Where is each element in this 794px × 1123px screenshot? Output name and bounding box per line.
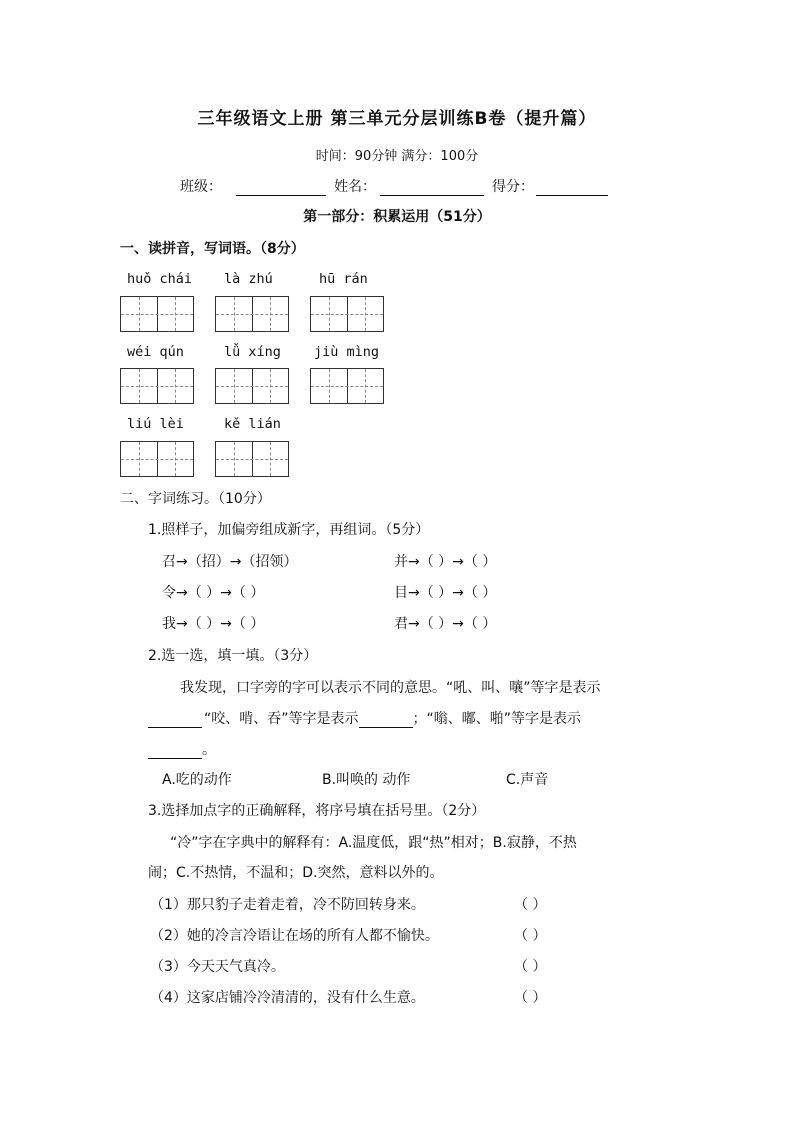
q2-2-text: 。	[202, 742, 216, 758]
page-title: 三年级语文上册 第三单元分层训练B卷（提升篇）	[197, 109, 597, 129]
sentence-item: （4）这家店铺冷冷清清的，没有什么生意。	[150, 990, 425, 1006]
part1-title: 第一部分：积累运用（51分）	[303, 209, 491, 225]
pinyin-label: wéi qún	[127, 344, 184, 360]
sentence-item: （3）今天天气真冷。	[150, 959, 285, 975]
q2-3-definition: 闹；C.不热情，不温和；D.突然，意料以外的。	[148, 865, 444, 881]
time-score-line: 时间：90分钟 满分：100分	[315, 149, 479, 164]
q2-1-title: 1.照样子，加偏旁组成新字，再组词。（5分）	[148, 522, 430, 538]
pinyin-label: huǒ chái	[127, 271, 193, 287]
exercise-row-left: 召→（招）→（招领）	[162, 554, 298, 570]
q2-3-title: 3.选择加点字的正确解释，将序号填在括号里。（2分）	[148, 803, 486, 819]
name-label: 姓名：	[334, 179, 376, 195]
score-field[interactable]	[536, 179, 608, 196]
pinyin-label: là zhú	[224, 271, 273, 287]
answer-paren[interactable]: （ ）	[514, 990, 547, 1006]
q2-2-line3	[148, 739, 216, 759]
name-field[interactable]	[380, 179, 484, 196]
q2-heading: 二、字词练习。（10分）	[120, 491, 271, 507]
pinyin-label: lǚ xíng	[224, 344, 281, 360]
q2-2-title: 2.选一选，填一填。（3分）	[148, 648, 318, 664]
pinyin-label: liú lèi	[127, 416, 184, 432]
exercise-row-right: 并→（ ）→（ ）	[394, 554, 497, 570]
writing-grid[interactable]	[215, 296, 289, 332]
exercise-row-left: 令→（ ）→（ ）	[162, 585, 265, 601]
class-label: 班级：	[180, 179, 222, 195]
student-info-row	[180, 176, 608, 196]
q2-2-text: “咬、啃、吞”等字是表示	[204, 711, 359, 727]
answer-blank[interactable]	[148, 713, 202, 728]
writing-grid[interactable]	[120, 368, 194, 404]
writing-grid[interactable]	[310, 296, 384, 332]
score-label: 得分：	[492, 179, 534, 195]
writing-grid[interactable]	[215, 368, 289, 404]
answer-blank[interactable]	[148, 744, 202, 759]
exercise-row-right: 君→（ ）→（ ）	[394, 616, 497, 632]
answer-blank[interactable]	[359, 713, 413, 728]
option-b: B.叫唤的 动作	[322, 772, 411, 788]
pinyin-label: hū rán	[319, 271, 368, 287]
answer-paren[interactable]: （ ）	[514, 928, 547, 944]
q2-2-line2	[148, 708, 581, 728]
q2-3-definition: “冷”字在字典中的解释有：A.温度低，跟“热”相对；B.寂静，不热	[170, 835, 577, 851]
option-a: A.吃的动作	[162, 772, 232, 788]
writing-grid[interactable]	[215, 441, 289, 477]
pinyin-label: kě lián	[224, 416, 281, 432]
answer-paren[interactable]: （ ）	[514, 959, 547, 975]
q2-2-line1: 我发现，口字旁的字可以表示不同的意思。“吼、叫、嚷”等字是表示	[180, 680, 601, 696]
sentence-item: （2）她的冷言冷语让在场的所有人都不愉快。	[150, 928, 439, 944]
answer-paren[interactable]: （ ）	[514, 897, 547, 913]
option-c: C.声音	[506, 772, 549, 788]
class-field[interactable]	[236, 179, 326, 196]
writing-grid[interactable]	[120, 441, 194, 477]
q1-heading: 一、读拼音，写词语。（8分）	[120, 241, 305, 257]
pinyin-label: jiù mìng	[314, 344, 380, 360]
exercise-row-right: 目→（ ）→（ ）	[394, 585, 497, 601]
writing-grid[interactable]	[310, 368, 384, 404]
exercise-row-left: 我→（ ）→（ ）	[162, 616, 265, 632]
sentence-item: （1）那只豹子走着走着，冷不防回转身来。	[150, 897, 425, 913]
writing-grid[interactable]	[120, 296, 194, 332]
q2-2-text: ；“嗡、嘟、啪”等字是表示	[412, 711, 582, 727]
